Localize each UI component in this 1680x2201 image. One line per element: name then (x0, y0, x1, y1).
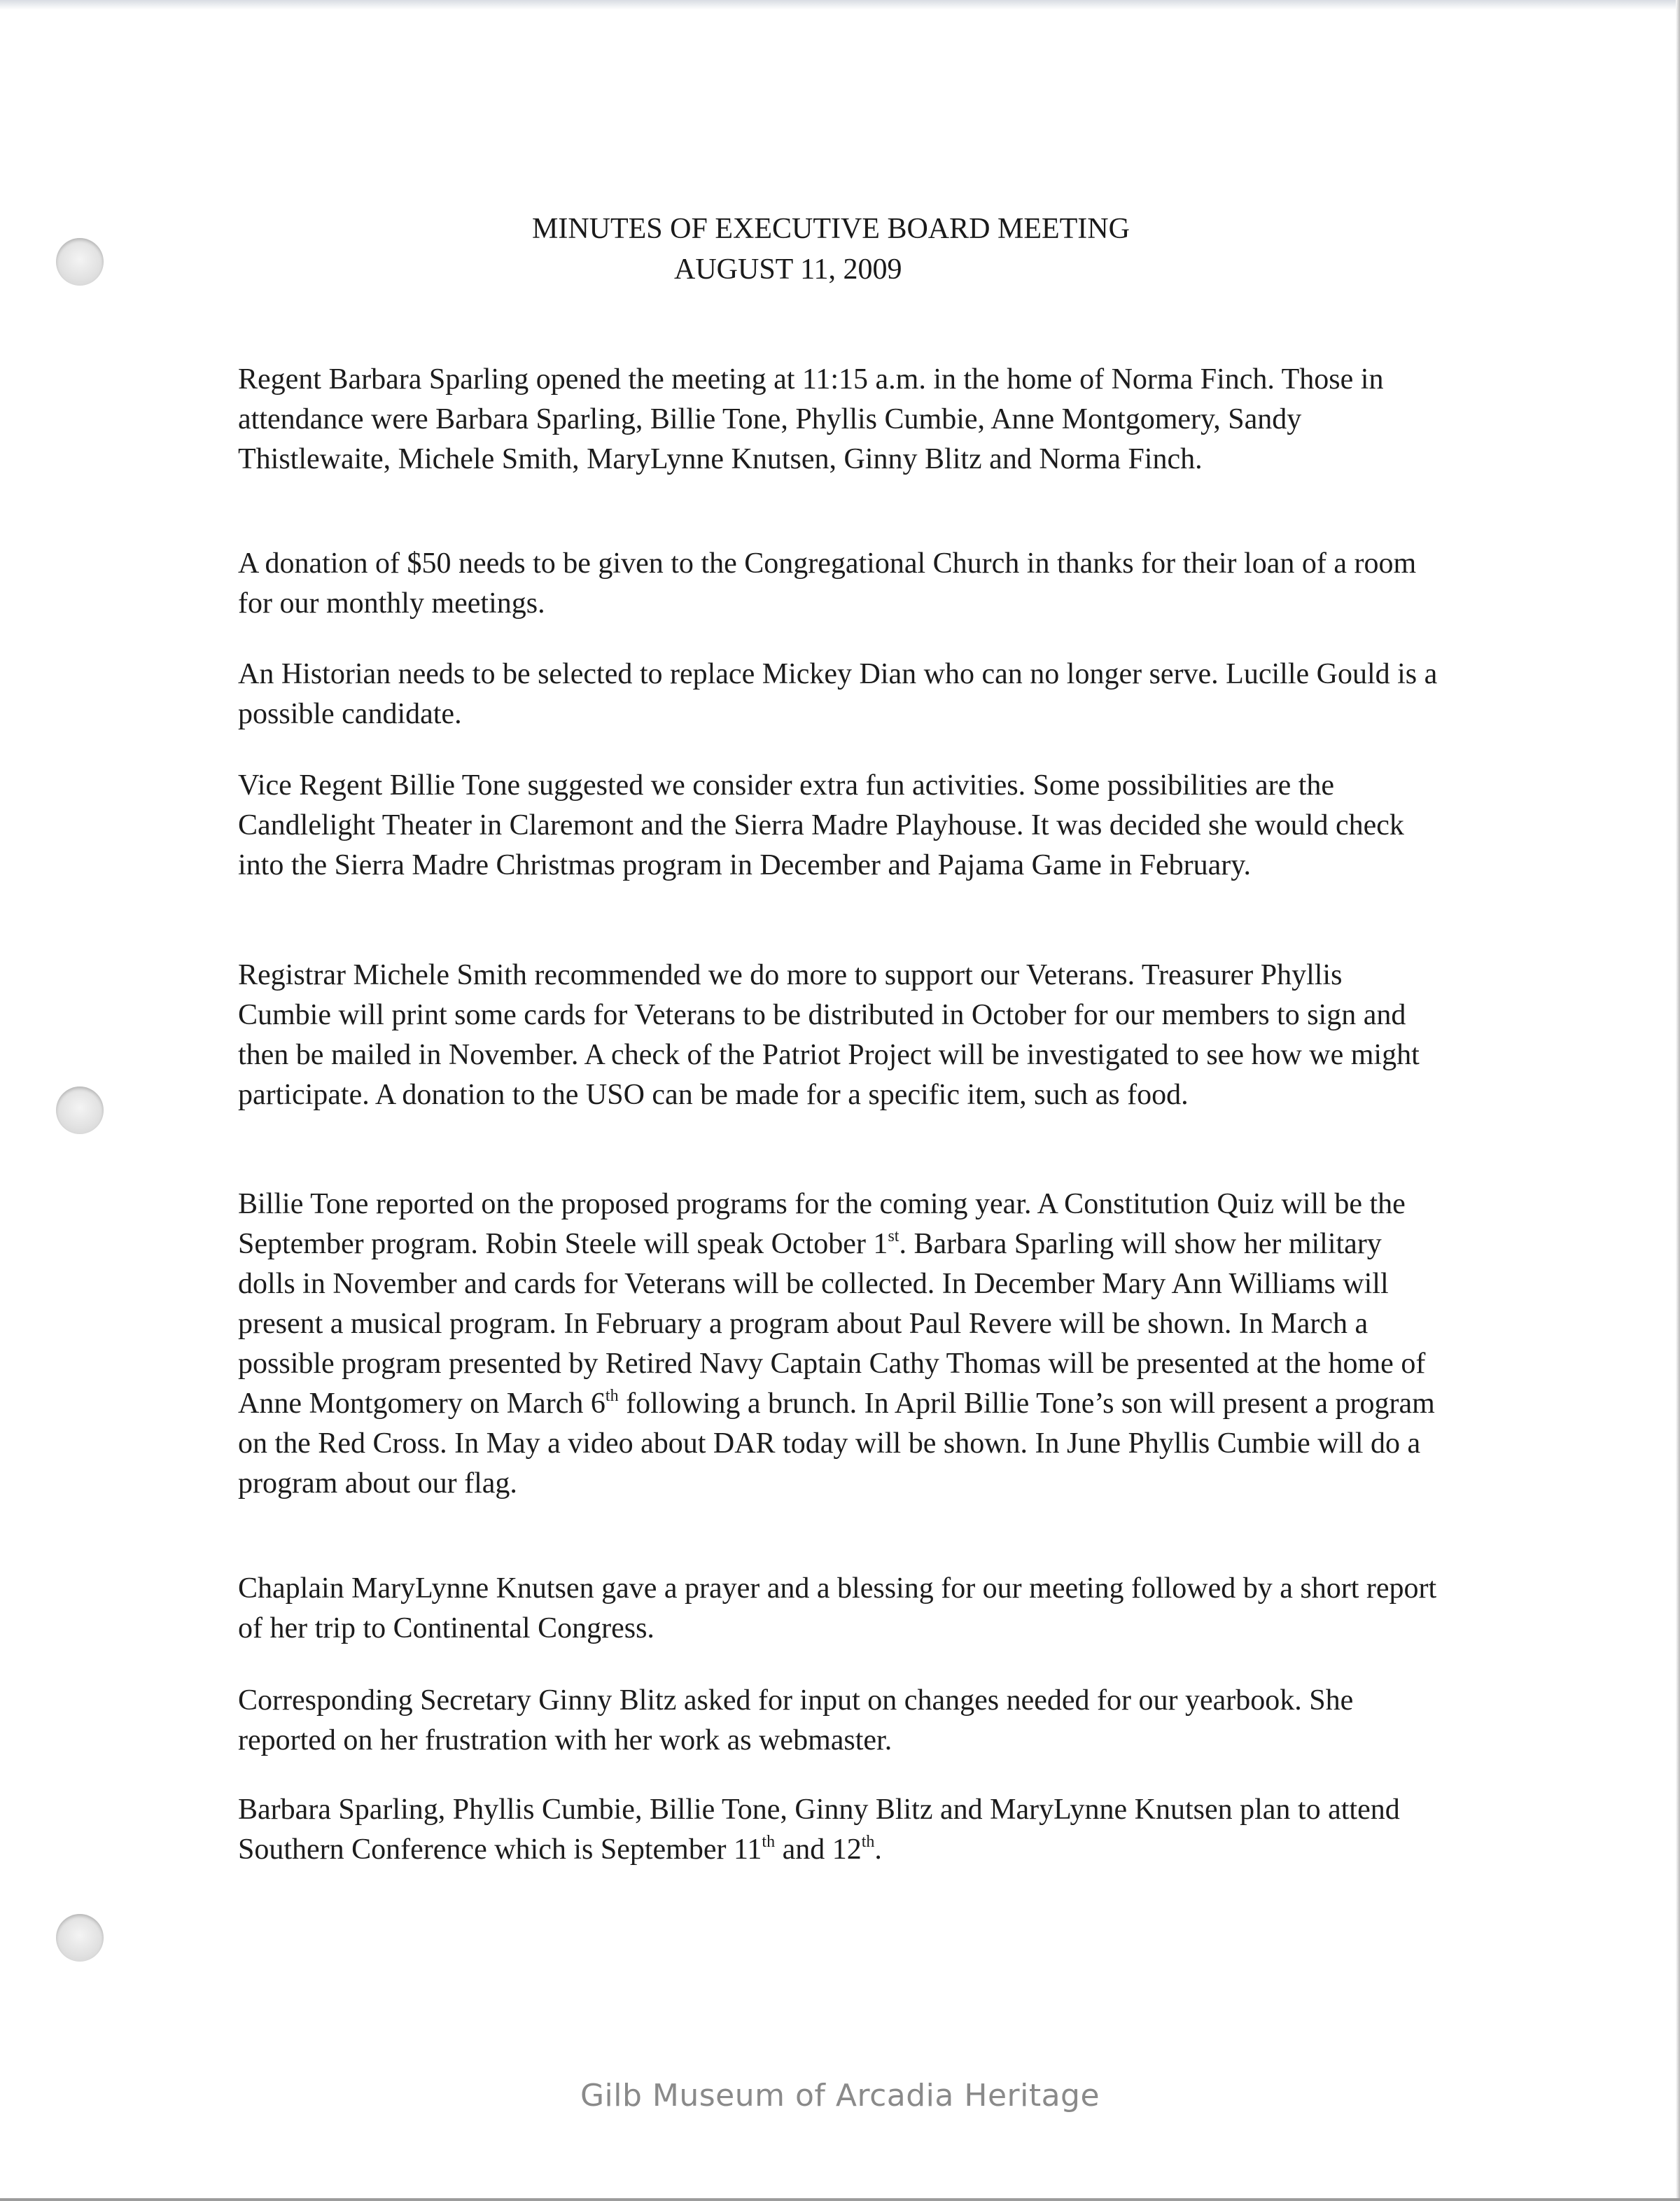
scan-right-edge (1676, 0, 1680, 2201)
conference-text-1: Barbara Sparling, Phyllis Cumbie, Billie Tone, Ginny Blitz and MaryLynne Knutsen plan to attend Southern Conference which is September 11 (238, 1794, 1400, 1866)
paragraph-historian: An Historian needs to be selected to replace Mickey Dian who can no longer serve. Lucille Gould is a possible candidate. (238, 658, 1438, 730)
scan-top-shadow (0, 0, 1680, 10)
title-line-1: MINUTES OF EXECUTIVE BOARD MEETING (532, 213, 1130, 245)
paragraph-fun-activities: Vice Regent Billie Tone suggested we consider extra fun activities. Some possibilities are the Candlelight Theater in Claremont and the Sierra Madre Playhouse. It was decided she would check into the Sierra Madre Christmas program in December and Pajama Game in February. (238, 769, 1404, 881)
paragraph-programs (238, 1185, 1442, 1504)
conference-text-3: . (874, 1833, 882, 1866)
paragraph-yearbook: Corresponding Secretary Ginny Blitz asked for input on changes needed for our yearbook. She reported on her frustration with her work as webmaster. (238, 1684, 1354, 1756)
programs-text-3: following a brunch. In April Billie Tone’s son will present a program on the Red Cross. In May a video about DAR today will be shown. In June Phyllis Cumbie will do a program about our flag. (238, 1388, 1435, 1500)
ordinal-suffix: th (861, 1833, 875, 1851)
paragraph-donation: A donation of $50 needs to be given to the Congregational Church in thanks for their loan of a room for our monthly meetings. (238, 547, 1417, 620)
ordinal-suffix: th (762, 1833, 776, 1851)
programs-text-1: Billie Tone reported on the proposed programs for the coming year. A Constitution Quiz will be the September program. Robin Steele will speak October 1 (238, 1188, 1406, 1260)
museum-watermark: Gilb Museum of Arcadia Heritage (580, 2078, 1100, 2113)
paragraph-conference (238, 1790, 1442, 1870)
ordinal-suffix: st (888, 1227, 899, 1245)
punch-hole-top (56, 238, 104, 286)
scan-bottom-edge (0, 2198, 1680, 2201)
paragraph-chaplain: Chaplain MaryLynne Knutsen gave a prayer and a blessing for our meeting followed by a short report of her trip to Continental Congress. (238, 1572, 1437, 1644)
punch-hole-middle (56, 1086, 104, 1134)
paragraph-opening: Regent Barbara Sparling opened the meeting at 11:15 a.m. in the home of Norma Finch. Those in attendance were Barbara Sparling, Billie Tone, Phyllis Cumbie, Anne Montgomery, Sandy Thistlewaite, Michele Smith, MaryLynne Knutsen, Ginny Blitz and Norma Finch. (238, 363, 1384, 475)
title-line-2: AUGUST 11, 2009 (674, 253, 902, 286)
ordinal-suffix: th (605, 1387, 619, 1405)
conference-text-2: and 12 (775, 1833, 862, 1866)
programs-text-2: . Barbara Sparling will show her military dolls in November and cards for Veterans will be collected. In December Mary Ann Williams will present a musical program. In February a program about Paul Revere will be shown. In March a possible program presented by Retired Navy Captain Cathy Thomas will be presented at the home of Anne Montgomery on March 6 (238, 1228, 1426, 1420)
paragraph-veterans: Registrar Michele Smith recommended we do more to support our Veterans. Treasurer Phyllis Cumbie will print some cards for Veterans to be distributed in October for our members to sign and then be mailed in November. A check of the Patriot Project will be investigated to see how we might participate. A donation to the USO can be made for a specific item, such as food. (238, 959, 1420, 1111)
punch-hole-bottom (56, 1914, 104, 1962)
